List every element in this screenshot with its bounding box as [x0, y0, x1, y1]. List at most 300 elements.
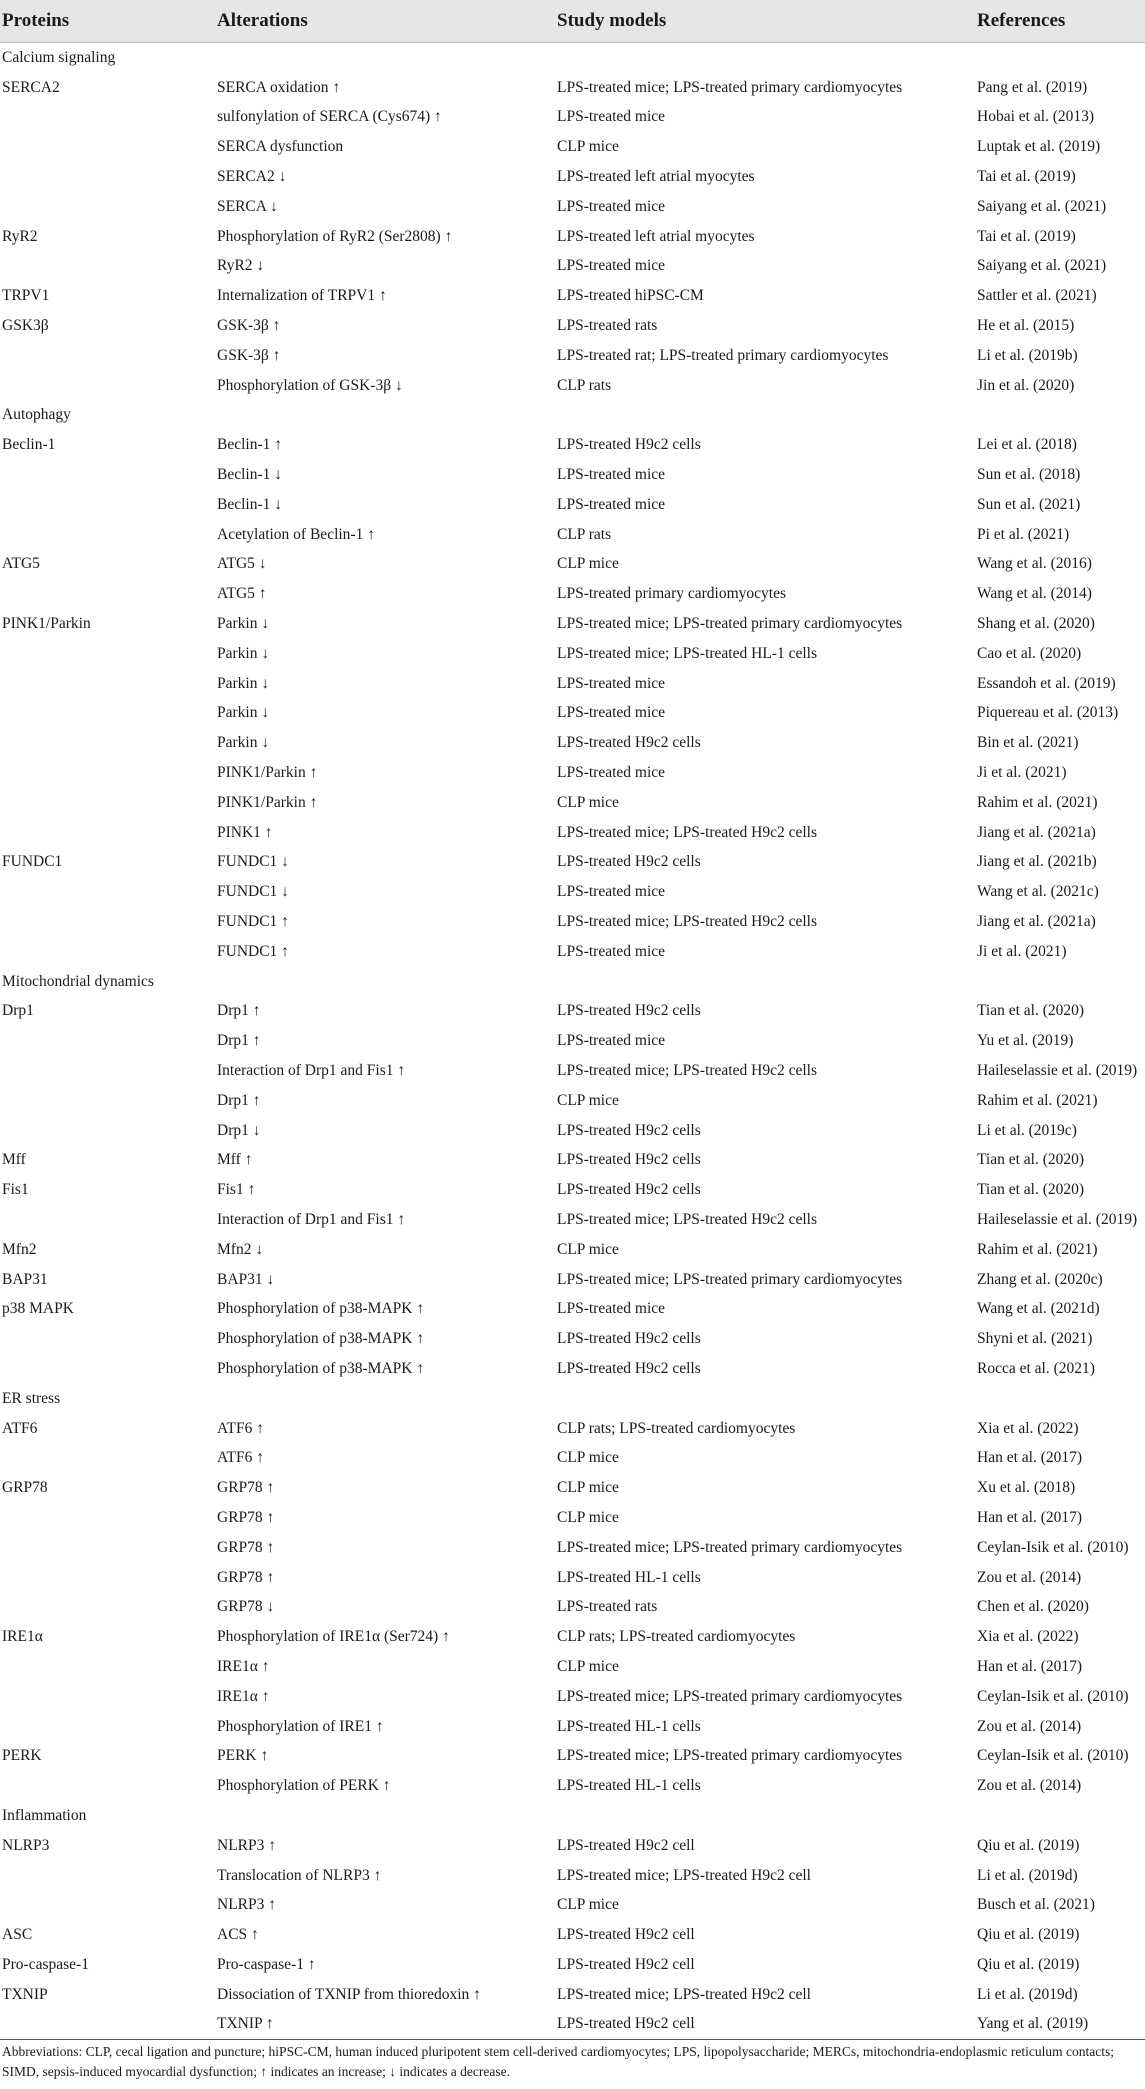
alteration-cell: ATG5 ↑ — [217, 585, 267, 603]
protein-cell — [0, 1354, 215, 1384]
study-model-cell: LPS-treated H9c2 cells — [557, 1359, 701, 1377]
alteration-cell: Phosphorylation of p38-MAPK ↑ — [217, 1330, 425, 1348]
table-row — [0, 579, 1145, 609]
alteration-cell: Phosphorylation of IRE1 ↑ — [217, 1717, 384, 1735]
section-title: Autophagy — [2, 406, 71, 424]
study-model-cell: LPS-treated mice — [557, 883, 666, 901]
reference-cell: Bin et al. (2021) — [977, 734, 1079, 752]
section-row — [0, 43, 1145, 73]
study-model-cell: CLP rats — [557, 376, 612, 394]
alteration-cell: PINK1/Parkin ↑ — [217, 764, 318, 782]
table-row — [0, 877, 1145, 907]
table-row — [0, 1324, 1145, 1354]
alteration-cell: ACS ↑ — [217, 1926, 259, 1944]
protein-cell — [0, 162, 215, 192]
study-model-cell: LPS-treated mice — [557, 674, 666, 692]
reference-cell: Sun et al. (2018) — [977, 466, 1081, 484]
table-row — [0, 728, 1145, 758]
protein-cell — [0, 1861, 215, 1891]
protein-cell — [0, 2010, 215, 2040]
table-row — [0, 1026, 1145, 1056]
protein-cell: SERCA2 — [2, 78, 60, 96]
reference-cell: Li et al. (2019d) — [977, 1866, 1078, 1884]
alteration-cell: Drp1 ↑ — [217, 1032, 261, 1050]
reference-cell: Ceylan-Isik et al. (2010) — [977, 1538, 1129, 1556]
reference-cell: Li et al. (2019c) — [977, 1121, 1077, 1139]
protein-cell — [0, 460, 215, 490]
table-row — [0, 1741, 1145, 1771]
alteration-cell: IRE1α ↑ — [217, 1687, 270, 1705]
table-row — [0, 252, 1145, 282]
table-row — [0, 907, 1145, 937]
table-row — [0, 1980, 1145, 2010]
reference-cell: Tian et al. (2020) — [977, 1151, 1085, 1169]
study-model-cell: CLP mice — [557, 793, 619, 811]
table-row — [0, 1145, 1145, 1175]
alteration-cell: GSK-3β ↑ — [217, 317, 281, 335]
reference-cell: Chen et al. (2020) — [977, 1598, 1089, 1616]
protein-cell — [0, 1712, 215, 1742]
alteration-cell: FUNDC1 ↓ — [217, 853, 289, 871]
protein-cell: BAP31 — [2, 1270, 48, 1288]
table-row — [0, 1861, 1145, 1891]
reference-cell: Tian et al. (2020) — [977, 1181, 1085, 1199]
reference-cell: Ceylan-Isik et al. (2010) — [977, 1687, 1129, 1705]
alteration-cell: SERCA2 ↓ — [217, 168, 287, 186]
study-model-cell: LPS-treated mice — [557, 942, 666, 960]
protein-cell — [0, 579, 215, 609]
protein-cell: Mfn2 — [2, 1240, 37, 1258]
table-row — [0, 699, 1145, 729]
section-row — [0, 967, 1145, 997]
reference-cell: Ceylan-Isik et al. (2010) — [977, 1747, 1129, 1765]
alteration-cell: PINK1 ↑ — [217, 823, 273, 841]
table-row — [0, 1503, 1145, 1533]
reference-cell: Han et al. (2017) — [977, 1449, 1083, 1467]
study-model-cell: LPS-treated mice — [557, 466, 666, 484]
alteration-cell: NLRP3 ↑ — [217, 1836, 276, 1854]
study-model-cell: LPS-treated mice; LPS-treated H9c2 cells — [557, 823, 817, 841]
study-model-cell: LPS-treated H9c2 cell — [557, 1926, 695, 1944]
header-references: References — [975, 0, 1145, 43]
protein-cell: GSK3β — [2, 317, 49, 335]
alteration-cell: Phosphorylation of PERK ↑ — [217, 1777, 391, 1795]
study-model-cell: LPS-treated mice; LPS-treated H9c2 cells — [557, 913, 817, 930]
study-model-cell: LPS-treated H9c2 cells — [557, 1151, 701, 1169]
table-row — [0, 818, 1145, 848]
reference-cell: Qiu et al. (2019) — [977, 1955, 1080, 1973]
table-row — [0, 1414, 1145, 1444]
section-title: ER stress — [2, 1389, 61, 1407]
section-row — [0, 1801, 1145, 1831]
alteration-cell: ATF6 ↑ — [217, 1449, 264, 1467]
section-row — [0, 401, 1145, 431]
reference-cell: Shang et al. (2020) — [977, 615, 1095, 633]
table-row — [0, 371, 1145, 401]
table-row — [0, 162, 1145, 192]
reference-cell: Saiyang et al. (2021) — [977, 197, 1107, 215]
protein-cell — [0, 639, 215, 669]
section-title: Calcium signaling — [2, 48, 116, 66]
protein-cell — [0, 818, 215, 848]
table-row — [0, 1890, 1145, 1920]
protein-cell: IRE1α — [2, 1628, 43, 1646]
reference-cell: Saiyang et al. (2021) — [977, 257, 1107, 275]
table-row — [0, 1682, 1145, 1712]
reference-cell: Tian et al. (2020) — [977, 1002, 1085, 1020]
protein-cell — [0, 103, 215, 133]
protein-cell — [0, 1682, 215, 1712]
reference-cell: Ji et al. (2021) — [977, 764, 1067, 782]
section-title: Mitochondrial dynamics — [2, 972, 154, 990]
table-row — [0, 1265, 1145, 1295]
reference-cell: Han et al. (2017) — [977, 1508, 1083, 1526]
reference-cell: Qiu et al. (2019) — [977, 1926, 1080, 1944]
study-model-cell: LPS-treated H9c2 cells — [557, 1002, 701, 1020]
protein-cell — [0, 341, 215, 371]
reference-cell: Wang et al. (2021d) — [977, 1300, 1100, 1318]
study-model-cell: LPS-treated rats — [557, 1598, 658, 1616]
table-row — [0, 1086, 1145, 1116]
reference-cell: Ji et al. (2021) — [977, 942, 1067, 960]
protein-cell: p38 MAPK — [2, 1300, 74, 1318]
header-alterations: Alterations — [215, 0, 555, 43]
protein-cell — [0, 699, 215, 729]
reference-cell: Rahim et al. (2021) — [977, 1091, 1098, 1109]
table-row — [0, 281, 1145, 311]
alteration-cell: Internalization of TRPV1 ↑ — [217, 287, 387, 305]
table-row — [0, 1443, 1145, 1473]
alteration-cell: Dissociation of TXNIP from thioredoxin ↑ — [217, 1985, 481, 2003]
protein-cell — [0, 907, 215, 937]
study-model-cell: LPS-treated H9c2 cells — [557, 1181, 701, 1199]
study-model-cell: LPS-treated mice — [557, 704, 666, 722]
study-model-cell: LPS-treated mice — [557, 108, 666, 126]
protein-cell — [0, 1652, 215, 1682]
reference-cell: Tai et al. (2019) — [977, 227, 1076, 245]
table-row — [0, 1950, 1145, 1980]
reference-cell: Essandoh et al. (2019) — [977, 674, 1116, 692]
protein-cell — [0, 1771, 215, 1801]
study-model-cell: LPS-treated mice — [557, 1032, 666, 1050]
protein-cell: Beclin-1 — [2, 436, 56, 454]
reference-cell: Cao et al. (2020) — [977, 644, 1082, 662]
protein-cell: NLRP3 — [2, 1836, 50, 1854]
alteration-cell: Parkin ↓ — [217, 674, 270, 692]
protein-cell — [0, 1026, 215, 1056]
protein-cell: ATG5 — [2, 555, 40, 573]
study-model-cell: LPS-treated mice; LPS-treated primary cardiomyocytes — [557, 1538, 903, 1556]
reference-cell: Piquereau et al. (2013) — [977, 704, 1119, 722]
reference-cell: Haileselassie et al. (2019) — [977, 1061, 1138, 1079]
reference-cell: Tai et al. (2019) — [977, 168, 1076, 186]
protein-cell: ASC — [2, 1926, 33, 1944]
study-model-cell: LPS-treated mice — [557, 197, 666, 215]
reference-cell: Yu et al. (2019) — [977, 1032, 1074, 1050]
alteration-cell: Mfn2 ↓ — [217, 1240, 264, 1258]
protein-cell — [0, 1533, 215, 1563]
alteration-cell: Phosphorylation of p38-MAPK ↑ — [217, 1359, 425, 1377]
table-row — [0, 1235, 1145, 1265]
alteration-cell: IRE1α ↑ — [217, 1657, 270, 1675]
alteration-cell: Interaction of Drp1 and Fis1 ↑ — [217, 1061, 406, 1079]
alteration-cell: Phosphorylation of IRE1α (Ser724) ↑ — [217, 1628, 450, 1646]
table-row — [0, 1056, 1145, 1086]
study-model-cell: LPS-treated mice; LPS-treated H9c2 cells — [557, 1210, 817, 1228]
alteration-cell: RyR2 ↓ — [217, 257, 265, 275]
reference-cell: Sattler et al. (2021) — [977, 287, 1097, 305]
protein-cell — [0, 669, 215, 699]
alteration-cell: sulfonylation of SERCA (Cys674) ↑ — [217, 108, 442, 126]
protein-cell: Pro-caspase-1 — [2, 1955, 89, 1973]
alteration-cell: GRP78 ↑ — [217, 1508, 275, 1526]
reference-cell: Jiang et al. (2021a) — [977, 913, 1096, 930]
alteration-cell: Fis1 ↑ — [217, 1181, 256, 1199]
protein-cell: RyR2 — [2, 227, 38, 245]
alteration-cell: Beclin-1 ↑ — [217, 436, 282, 454]
table-row — [0, 1652, 1145, 1682]
table-header — [0, 0, 1145, 43]
protein-cell: PERK — [2, 1747, 42, 1765]
alteration-cell: Interaction of Drp1 and Fis1 ↑ — [217, 1210, 406, 1228]
header-proteins: Proteins — [0, 0, 215, 43]
protein-cell — [0, 252, 215, 282]
table-row — [0, 758, 1145, 788]
reference-cell: Han et al. (2017) — [977, 1657, 1083, 1675]
table-row — [0, 639, 1145, 669]
protein-cell — [0, 1890, 215, 1920]
study-model-cell: LPS-treated HL-1 cells — [557, 1568, 701, 1586]
protein-cell — [0, 877, 215, 907]
reference-cell: Qiu et al. (2019) — [977, 1836, 1080, 1854]
protein-cell — [0, 728, 215, 758]
protein-cell: TXNIP — [2, 1985, 48, 2003]
reference-cell: Pang et al. (2019) — [977, 78, 1088, 96]
protein-cell — [0, 1592, 215, 1622]
table-row — [0, 1116, 1145, 1146]
table-row — [0, 1831, 1145, 1861]
reference-cell: Rocca et al. (2021) — [977, 1359, 1095, 1377]
reference-cell: Jiang et al. (2021b) — [977, 853, 1097, 871]
protein-cell: TRPV1 — [2, 287, 50, 305]
study-model-cell: CLP mice — [557, 1657, 619, 1675]
table-row — [0, 1920, 1145, 1950]
reference-cell: Xia et al. (2022) — [977, 1419, 1079, 1437]
alteration-cell: TXNIP ↑ — [215, 2010, 555, 2040]
header-row — [0, 0, 1145, 43]
study-model-cell: LPS-treated HL-1 cells — [557, 1777, 701, 1795]
protein-cell — [0, 1443, 215, 1473]
reference-cell: Yang et al. (2019) — [975, 2010, 1145, 2040]
alteration-cell: SERCA ↓ — [217, 197, 278, 215]
protein-cell — [0, 758, 215, 788]
protein-cell: GRP78 — [2, 1479, 48, 1497]
table-row — [0, 73, 1145, 103]
protein-cell — [0, 788, 215, 818]
study-model-cell: LPS-treated H9c2 cells — [557, 1330, 701, 1348]
table-row — [0, 550, 1145, 580]
protein-cell — [0, 1086, 215, 1116]
table-row — [0, 341, 1145, 371]
alteration-cell: NLRP3 ↑ — [217, 1896, 276, 1914]
table-row — [0, 848, 1145, 878]
study-model-cell: CLP mice — [557, 1479, 619, 1497]
protein-cell: FUNDC1 — [2, 853, 63, 871]
table-row — [0, 1473, 1145, 1503]
table-row — [0, 2010, 1145, 2040]
table-row — [0, 788, 1145, 818]
table-row — [0, 520, 1145, 550]
study-model-cell: LPS-treated mice; LPS-treated primary cardiomyocytes — [557, 1747, 903, 1765]
alteration-cell: Translocation of NLRP3 ↑ — [217, 1866, 382, 1884]
alteration-cell: Phosphorylation of RyR2 (Ser2808) ↑ — [217, 227, 453, 245]
protein-cell — [0, 371, 215, 401]
table-body — [0, 43, 1145, 2040]
reference-cell: Zou et al. (2014) — [977, 1717, 1082, 1735]
alteration-cell: Parkin ↓ — [217, 615, 270, 633]
reference-cell: Hobai et al. (2013) — [977, 108, 1095, 126]
study-model-cell: LPS-treated mice; LPS-treated H9c2 cells — [557, 1061, 817, 1079]
study-model-cell: LPS-treated mice; LPS-treated H9c2 cell — [557, 1985, 811, 2003]
alteration-cell: SERCA dysfunction — [217, 138, 344, 156]
alteration-cell: FUNDC1 ↓ — [217, 883, 289, 901]
study-model-cell: LPS-treated H9c2 cell — [557, 1955, 695, 1973]
table-row — [0, 103, 1145, 133]
study-model-cell: LPS-treated mice; LPS-treated primary cardiomyocytes — [557, 615, 903, 633]
study-model-cell: LPS-treated mice; LPS-treated primary cardiomyocytes — [557, 1270, 903, 1288]
table-row — [0, 937, 1145, 967]
reference-cell: Shyni et al. (2021) — [977, 1330, 1093, 1348]
protein-cell: Mff — [2, 1151, 26, 1169]
alteration-cell: Parkin ↓ — [217, 734, 270, 752]
table-row — [0, 222, 1145, 252]
protein-cell — [0, 1563, 215, 1593]
study-model-cell: LPS-treated mice; LPS-treated HL-1 cells — [557, 644, 817, 662]
alteration-cell: SERCA oxidation ↑ — [217, 78, 341, 96]
study-model-cell: LPS-treated left atrial myocytes — [557, 227, 755, 245]
protein-cell — [0, 1205, 215, 1235]
reference-cell: Wang et al. (2021c) — [977, 883, 1099, 901]
protein-cell: Fis1 — [2, 1181, 29, 1199]
protein-cell — [0, 1116, 215, 1146]
alteration-cell: GRP78 ↑ — [217, 1479, 275, 1497]
study-model-cell: CLP rats; LPS-treated cardiomyocytes — [557, 1419, 796, 1437]
reference-cell: Zou et al. (2014) — [977, 1777, 1082, 1795]
alteration-cell: GSK-3β ↑ — [217, 346, 281, 364]
table-row — [0, 192, 1145, 222]
reference-cell: Busch et al. (2021) — [977, 1896, 1095, 1914]
protein-cell — [0, 1056, 215, 1086]
reference-cell: Zhang et al. (2020c) — [977, 1270, 1103, 1288]
table-row — [0, 609, 1145, 639]
study-model-cell: LPS-treated H9c2 cells — [557, 734, 701, 752]
study-model-cell: LPS-treated rats — [557, 317, 658, 335]
study-model-cell: CLP mice — [557, 1091, 619, 1109]
study-model-cell: LPS-treated mice — [557, 257, 666, 275]
study-model-cell: LPS-treated H9c2 cells — [557, 436, 701, 454]
study-model-cell: LPS-treated HL-1 cells — [557, 1717, 701, 1735]
table-row — [0, 1592, 1145, 1622]
alteration-cell: FUNDC1 ↑ — [217, 913, 289, 930]
table-footnote: Abbreviations: CLP, cecal ligation and puncture; hiPSC-CM, human induced pluripotent stem cell-derived cardiomyocytes; LPS, lipopolysaccharide; MERCs, mitochondria-endoplasmic reticulum contacts; SIMD, sepsis-induced myocardial dysfunction; ↑ indicates an increase; ↓ indicates a decrease. — [2, 2044, 1115, 2079]
study-model-cell: CLP rats; LPS-treated cardiomyocytes — [557, 1628, 796, 1646]
study-model-cell: CLP mice — [557, 1449, 619, 1467]
alteration-cell: Pro-caspase-1 ↑ — [217, 1955, 316, 1973]
study-model-cell: CLP mice — [557, 1896, 619, 1914]
study-model-cell: CLP rats — [557, 525, 612, 543]
alteration-cell: Beclin-1 ↓ — [217, 495, 282, 513]
protein-cell — [0, 1503, 215, 1533]
alteration-cell: Parkin ↓ — [217, 644, 270, 662]
protein-cell — [0, 520, 215, 550]
study-model-cell: CLP mice — [557, 1508, 619, 1526]
table-row — [0, 490, 1145, 520]
study-model-cell: LPS-treated mice — [557, 764, 666, 782]
study-model-cell: LPS-treated H9c2 cell — [555, 2010, 975, 2040]
table-row — [0, 1294, 1145, 1324]
protein-cell — [0, 937, 215, 967]
reference-cell: Li et al. (2019d) — [977, 1985, 1078, 2003]
study-model-cell: LPS-treated H9c2 cells — [557, 1121, 701, 1139]
protein-cell — [0, 192, 215, 222]
alteration-cell: ATG5 ↓ — [217, 555, 267, 573]
alteration-cell: Phosphorylation of GSK-3β ↓ — [217, 376, 403, 394]
alteration-cell: PERK ↑ — [217, 1747, 269, 1765]
alteration-cell: BAP31 ↓ — [217, 1270, 275, 1288]
alteration-cell: GRP78 ↑ — [217, 1538, 275, 1556]
reference-cell: Wang et al. (2016) — [977, 555, 1092, 573]
alteration-cell: GRP78 ↓ — [217, 1598, 275, 1616]
study-model-cell: LPS-treated left atrial myocytes — [557, 168, 755, 186]
reference-cell: Jiang et al. (2021a) — [977, 823, 1096, 841]
study-model-cell: LPS-treated mice; LPS-treated H9c2 cell — [557, 1866, 811, 1884]
study-model-cell: LPS-treated primary cardiomyocytes — [557, 585, 786, 603]
reference-cell: He et al. (2015) — [977, 317, 1075, 335]
study-model-cell: CLP mice — [557, 1240, 619, 1258]
reference-cell: Pi et al. (2021) — [977, 525, 1070, 543]
study-model-cell: CLP mice — [557, 138, 619, 156]
reference-cell: Xu et al. (2018) — [977, 1479, 1076, 1497]
alteration-cell: ATF6 ↑ — [217, 1419, 264, 1437]
alteration-cell: GRP78 ↑ — [217, 1568, 275, 1586]
study-model-cell: LPS-treated hiPSC-CM — [557, 287, 704, 305]
header-study-models: Study models — [555, 0, 975, 43]
protein-cell: PINK1/Parkin — [2, 615, 91, 633]
reference-cell: Jin et al. (2020) — [977, 376, 1075, 394]
protein-cell — [0, 1324, 215, 1354]
alteration-cell: Drp1 ↑ — [217, 1091, 261, 1109]
study-model-cell: LPS-treated mice — [557, 1300, 666, 1318]
table-row — [0, 460, 1145, 490]
study-model-cell: LPS-treated H9c2 cell — [557, 1836, 695, 1854]
alteration-cell: FUNDC1 ↑ — [217, 942, 289, 960]
alteration-cell: Drp1 ↓ — [217, 1121, 261, 1139]
study-model-cell: CLP mice — [557, 555, 619, 573]
study-model-cell: LPS-treated H9c2 cells — [557, 853, 701, 871]
table-row — [0, 1205, 1145, 1235]
protein-cell — [0, 132, 215, 162]
table-row — [0, 430, 1145, 460]
table-row — [0, 132, 1145, 162]
study-model-cell: LPS-treated rat; LPS-treated primary cardiomyocytes — [557, 346, 889, 364]
table-row — [0, 1563, 1145, 1593]
table-row — [0, 997, 1145, 1027]
reference-cell: Lei et al. (2018) — [977, 436, 1077, 454]
reference-cell: Rahim et al. (2021) — [977, 793, 1098, 811]
reference-cell: Xia et al. (2022) — [977, 1628, 1079, 1646]
protein-cell: ATF6 — [2, 1419, 38, 1437]
study-model-cell: LPS-treated mice — [557, 495, 666, 513]
